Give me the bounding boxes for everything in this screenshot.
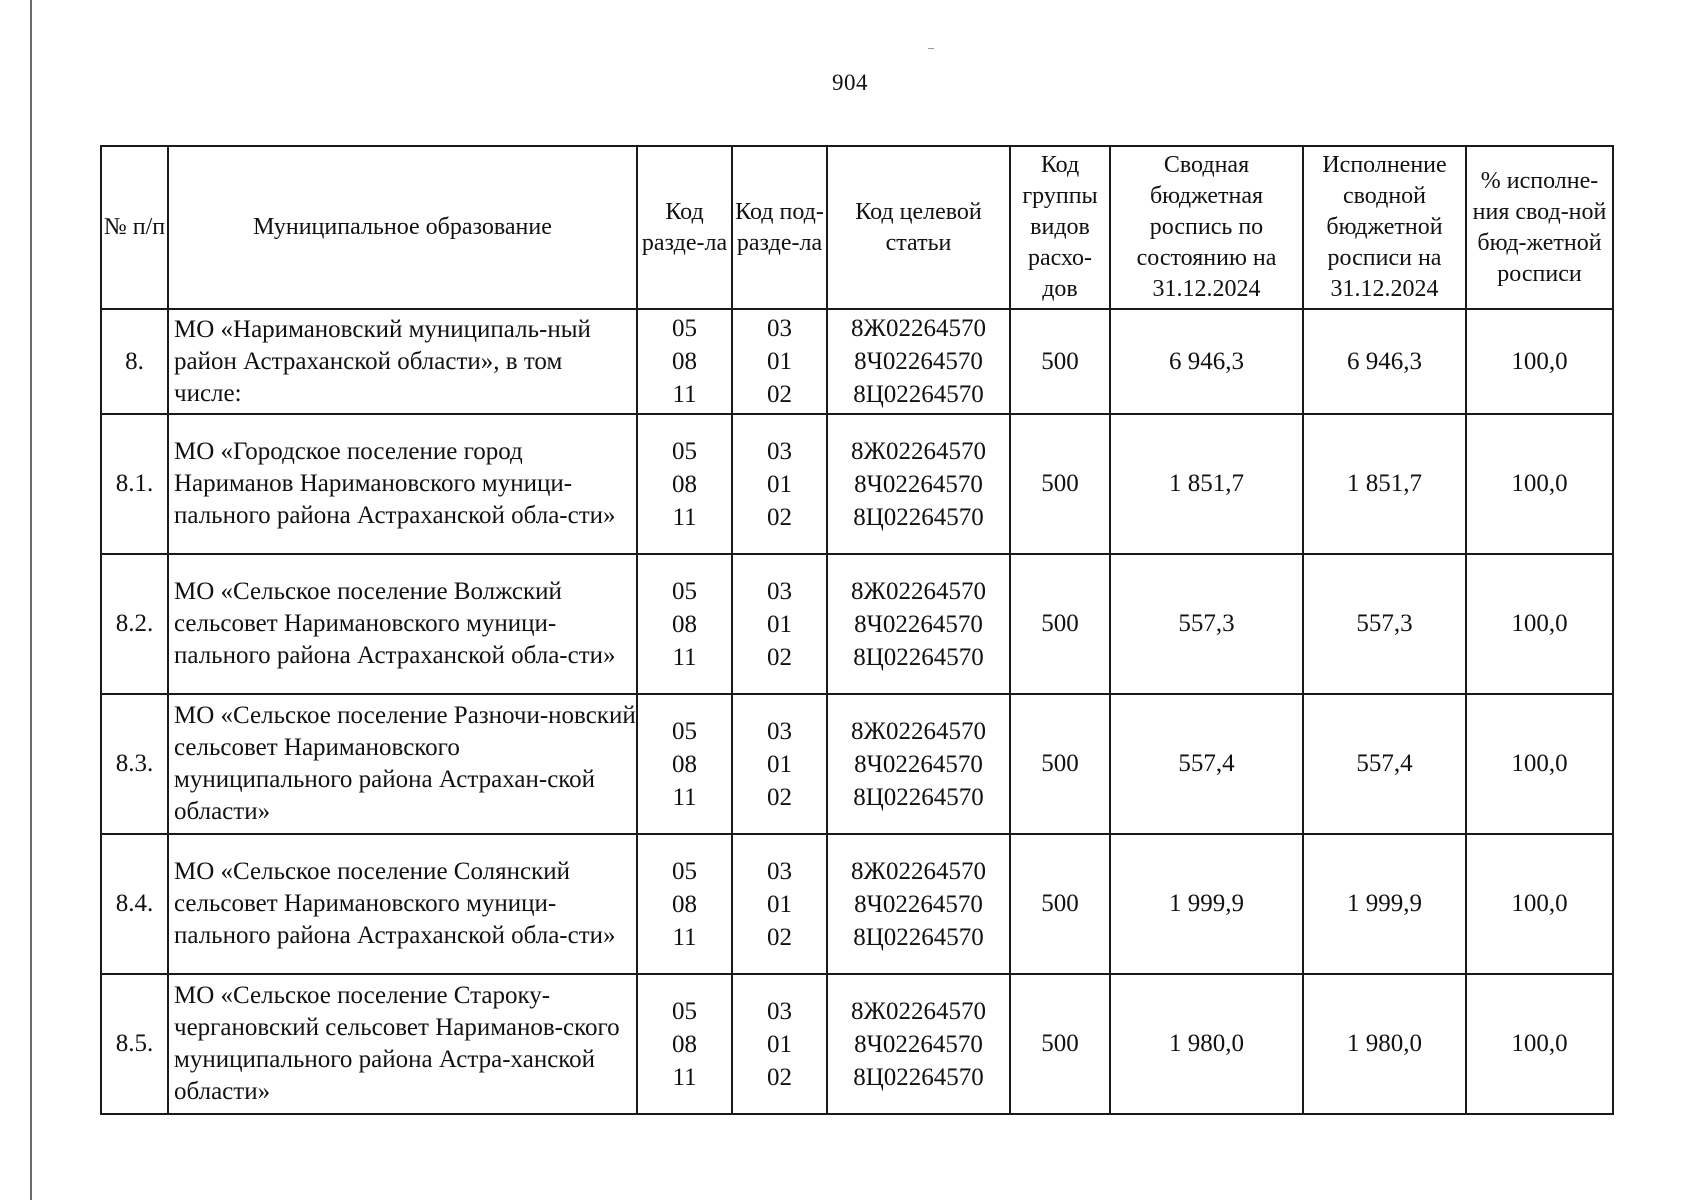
- section-codes: [637, 974, 732, 1114]
- row-number: 8.3.: [101, 694, 168, 834]
- target-codes-value: 8Ч02264570: [854, 470, 983, 498]
- subsection-codes-value: 01: [767, 1030, 792, 1058]
- section-codes-value: 11: [672, 1063, 697, 1091]
- expense-group-code: 500: [1010, 554, 1110, 694]
- section-codes-value: 11: [672, 643, 697, 671]
- header-budget-plan: Сводная бюджетная роспись по состоянию на 31.12.2024: [1110, 146, 1303, 309]
- budget-execution-value: 557,3: [1303, 554, 1466, 694]
- subsection-codes-value: 03: [767, 857, 792, 885]
- subsection-codes-value: 02: [767, 783, 792, 811]
- target-codes: [827, 974, 1010, 1114]
- execution-percent-value: 100,0: [1466, 974, 1613, 1114]
- subsection-codes-value: 02: [767, 643, 792, 671]
- subsection-codes-value: 03: [767, 437, 792, 465]
- section-codes: [637, 309, 732, 414]
- section-codes: [637, 694, 732, 834]
- section-codes-value: 05: [672, 315, 697, 342]
- target-codes-value: 8Ц02264570: [853, 1063, 984, 1091]
- expense-group-code: 500: [1010, 309, 1110, 414]
- target-codes-value: 8Ч02264570: [854, 890, 983, 918]
- table-row: [101, 694, 1613, 834]
- row-number: 8.1.: [101, 414, 168, 554]
- subsection-codes: [732, 694, 827, 834]
- section-codes-value: 05: [672, 437, 697, 465]
- target-codes-value: 8Ж02264570: [851, 857, 986, 885]
- budget-plan-value: 557,4: [1110, 694, 1303, 834]
- target-codes-value: 8Ц02264570: [853, 503, 984, 531]
- target-codes-value: 8Ч02264570: [854, 610, 983, 638]
- subsection-codes-value: 03: [767, 315, 792, 342]
- expense-group-code: 500: [1010, 414, 1110, 554]
- budget-plan-value: 1 851,7: [1110, 414, 1303, 554]
- execution-percent-value: 100,0: [1466, 694, 1613, 834]
- budget-execution-value: 6 946,3: [1303, 309, 1466, 414]
- page-number: 904: [832, 70, 868, 95]
- row-number: 8.: [101, 309, 168, 414]
- municipality-name: МО «Сельское поселение Староку-чергановский сельсовет Нариманов-ского муниципального района Астра-ханской области»: [168, 974, 637, 1114]
- table-row: [101, 309, 1613, 414]
- expense-group-code: 500: [1010, 834, 1110, 974]
- target-codes-value: 8Ц02264570: [853, 923, 984, 951]
- execution-percent-value: 100,0: [1466, 554, 1613, 694]
- section-codes-value: 08: [672, 890, 697, 918]
- target-codes-value: 8Ч02264570: [854, 1030, 983, 1058]
- table-row: [101, 974, 1613, 1114]
- subsection-codes-value: 01: [767, 890, 792, 918]
- budget-execution-value: 1 851,7: [1303, 414, 1466, 554]
- subsection-codes: [732, 309, 827, 414]
- section-codes-value: 05: [672, 997, 697, 1025]
- expense-group-code: 500: [1010, 694, 1110, 834]
- budget-execution-value: 1 980,0: [1303, 974, 1466, 1114]
- section-codes: [637, 554, 732, 694]
- execution-percent-value: 100,0: [1466, 414, 1613, 554]
- subsection-codes: [732, 834, 827, 974]
- budget-plan-value: 1 999,9: [1110, 834, 1303, 974]
- municipality-name: МО «Сельское поселение Волжский сельсовет Наримановского муници-пального района Астраханской обла-сти»: [168, 554, 637, 694]
- section-codes-value: 05: [672, 577, 697, 605]
- section-codes-value: 08: [672, 750, 697, 778]
- target-codes-value: 8Ж02264570: [851, 315, 986, 342]
- section-codes-value: 05: [672, 717, 697, 745]
- subsection-codes-value: 01: [767, 470, 792, 498]
- header-budget-execution: Исполнение сводной бюджетной росписи на 31.12.2024: [1303, 146, 1466, 309]
- target-codes: [827, 694, 1010, 834]
- subsection-codes-value: 02: [767, 503, 792, 531]
- row-number: 8.5.: [101, 974, 168, 1114]
- target-codes: [827, 414, 1010, 554]
- section-codes-value: 11: [672, 381, 697, 408]
- target-codes: [827, 834, 1010, 974]
- target-codes-value: 8Ж02264570: [851, 437, 986, 465]
- municipality-name: МО «Городское поселение город Нариманов Наримановского муници-пального района Астраханской обла-сти»: [168, 414, 637, 554]
- table-row: [101, 554, 1613, 694]
- subsection-codes-value: 03: [767, 577, 792, 605]
- table-row: [101, 414, 1613, 554]
- budget-plan-value: 6 946,3: [1110, 309, 1303, 414]
- scan-edge-line: [30, 0, 32, 1200]
- section-codes-value: 08: [672, 610, 697, 638]
- subsection-codes-value: 02: [767, 923, 792, 951]
- section-codes-value: 11: [672, 783, 697, 811]
- header-expense-group-code: Код группы видов расхо-дов: [1010, 146, 1110, 309]
- section-codes-value: 08: [672, 348, 697, 375]
- target-codes: [827, 554, 1010, 694]
- section-codes-value: 05: [672, 857, 697, 885]
- table-body: [101, 309, 1613, 1114]
- target-codes-value: 8Ж02264570: [851, 577, 986, 605]
- budget-plan-value: 557,3: [1110, 554, 1303, 694]
- target-codes-value: 8Ж02264570: [851, 717, 986, 745]
- target-codes-value: 8Ц02264570: [853, 381, 984, 408]
- expense-group-code: 500: [1010, 974, 1110, 1114]
- row-number: 8.2.: [101, 554, 168, 694]
- target-codes-value: 8Ж02264570: [851, 997, 986, 1025]
- header-num: № п/п: [101, 146, 168, 309]
- subsection-codes-value: 03: [767, 997, 792, 1025]
- section-codes: [637, 834, 732, 974]
- target-codes-value: 8Ч02264570: [854, 750, 983, 778]
- section-codes-value: 11: [672, 503, 697, 531]
- row-number: 8.4.: [101, 834, 168, 974]
- target-codes: [827, 309, 1010, 414]
- subsection-codes: [732, 554, 827, 694]
- target-codes-value: 8Ц02264570: [853, 643, 984, 671]
- subsection-codes-value: 02: [767, 381, 792, 408]
- subsection-codes-value: 01: [767, 348, 792, 375]
- table-row: [101, 834, 1613, 974]
- subsection-codes: [732, 414, 827, 554]
- section-codes-value: 08: [672, 1030, 697, 1058]
- budget-execution-value: 1 999,9: [1303, 834, 1466, 974]
- municipality-name: МО «Наримановский муниципаль-ный район Астраханской области», в том числе:: [168, 309, 637, 414]
- header-target-code: Код целевой статьи: [827, 146, 1010, 309]
- subsection-codes-value: 01: [767, 610, 792, 638]
- subsection-codes-value: 03: [767, 717, 792, 745]
- subsection-codes-value: 01: [767, 750, 792, 778]
- execution-percent-value: 100,0: [1466, 834, 1613, 974]
- scan-mark: [928, 48, 934, 49]
- table-header-row: [101, 146, 1613, 309]
- execution-percent-value: 100,0: [1466, 309, 1613, 414]
- header-section-code: Код разде-ла: [637, 146, 732, 309]
- municipality-name: МО «Сельское поселение Солянский сельсовет Наримановского муници-пального района Астраханской обла-сти»: [168, 834, 637, 974]
- target-codes-value: 8Ц02264570: [853, 783, 984, 811]
- budget-execution-value: 557,4: [1303, 694, 1466, 834]
- header-subsection-code: Код под-разде-ла: [732, 146, 827, 309]
- municipality-name: МО «Сельское поселение Разночи-новский сельсовет Наримановского муниципального района Астрахан-ской области»: [168, 694, 637, 834]
- header-municipality: Муниципальное образование: [168, 146, 637, 309]
- subsection-codes-value: 02: [767, 1063, 792, 1091]
- header-execution-percent: % исполне-ния свод-ной бюд-жетной росписи: [1466, 146, 1613, 309]
- section-codes-value: 11: [672, 923, 697, 951]
- section-codes-value: 08: [672, 470, 697, 498]
- subsection-codes: [732, 974, 827, 1114]
- target-codes-value: 8Ч02264570: [854, 348, 983, 375]
- budget-plan-value: 1 980,0: [1110, 974, 1303, 1114]
- section-codes: [637, 414, 732, 554]
- budget-execution-table: [100, 145, 1614, 1115]
